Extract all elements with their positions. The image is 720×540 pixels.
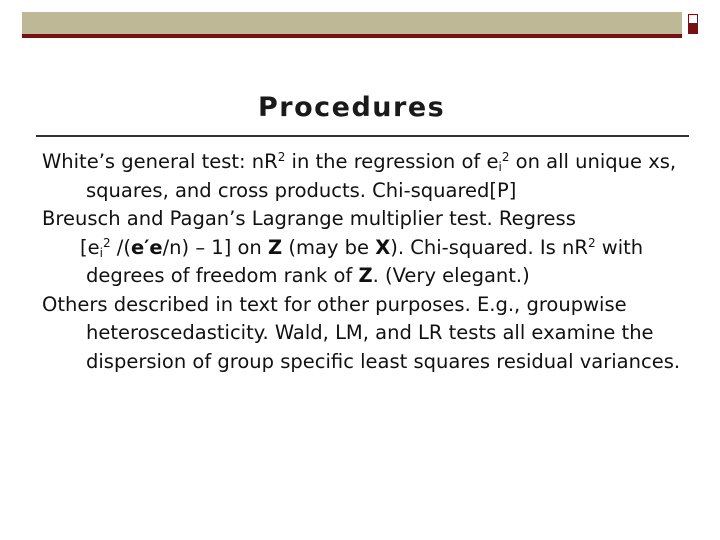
bullet-others: Others described in text for other purposes. E.g., groupwise heteroscedasticity. Wald, LM, and LR tests all examine the dispersion of group specific least squares residual variances. [42, 292, 681, 373]
corner-square-filled-icon [688, 24, 698, 34]
title-divider [36, 135, 689, 137]
slide-title: Procedures [258, 92, 446, 123]
bullet-white-test: White’s general test: $nR^2$ in the regression of $e_i^2$ on all unique xs, squares, and cross products. Chi-squared[P] [42, 150, 677, 202]
slide-body [42, 148, 702, 376]
corner-square-icon [688, 14, 698, 24]
header-bar [22, 12, 682, 38]
bullet-breusch-pagan: Breusch and Pagan’s Lagrange multiplier test. Regress [$e_i^2$ /(e′e/n) – 1] on Z (may be X). Chi-squared. Is $nR^2$ with degrees of freedom rank of Z. (Very elegant.) [42, 207, 644, 287]
